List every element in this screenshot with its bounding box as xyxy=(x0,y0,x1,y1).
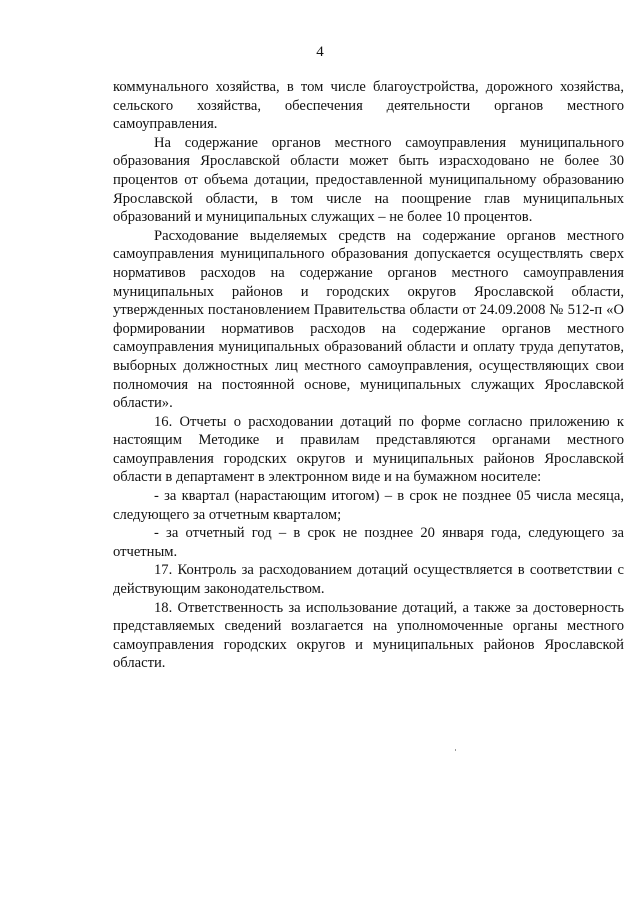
paragraph-17-control: 17. Контроль за расходованием дотаций осуществляется в соответствии с действующим законодательством. xyxy=(113,562,624,598)
paragraph-spending-norms: Расходование выделяемых средств на содержание органов местного самоуправления муниципального образования допускается осуществлять сверх нормативов расходов на содержание органов местного самоуправления муниципальных районов и городских округов Ярославской области, утвержденных постановлением Правительства области от 24.09.2008 № 512-п «О формировании нормативов расходов на содержание органов местного самоуправления муниципальных образований области и оплату труда депутатов, выборных должностных лиц местного самоуправления, осуществляющих свои полномочия на постоянной основе, муниципальных служащих Ярославской области». xyxy=(113,227,624,412)
paragraph-maintenance-limit: На содержание органов местного самоуправления муниципального образования Ярославской области может быть израсходовано не более 30 процентов от объема дотации, предоставленной муниципальному образованию Ярославской области, в том числе на поощрение глав муниципальных образований и муниципальных служащих – не более 10 процентов. xyxy=(113,134,624,226)
list-item-quarter: - за квартал (нарастающим итогом) – в срок не позднее 05 числа месяца, следующего за отчетным кварталом; xyxy=(113,488,624,523)
paragraph-16-reports: 16. Отчеты о расходовании дотаций по форме согласно приложению к настоящим Методике и правилам представляются органами местного самоуправления городских округов и муниципальных районов Ярославской области в департамент в электронном виде и на бумажном носителе: xyxy=(113,413,624,486)
page-number: 4 xyxy=(316,44,324,60)
list-item-year: - за отчетный год – в срок не позднее 20 января года, следующего за отчетным. xyxy=(113,525,624,560)
document-body xyxy=(113,78,624,673)
paragraph-18-responsibility: 18. Ответственность за использование дотаций, а также за достоверность представляемых сведений возлагается на уполномоченные органы местного самоуправления городских округов и муниципальных районов Ярославской области. xyxy=(113,599,624,672)
scan-speck xyxy=(455,749,456,751)
paragraph-continuation: коммунального хозяйства, в том числе благоустройства, дорожного хозяйства, сельского хозяйства, обеспечения деятельности органов местного самоуправления. xyxy=(113,79,624,133)
